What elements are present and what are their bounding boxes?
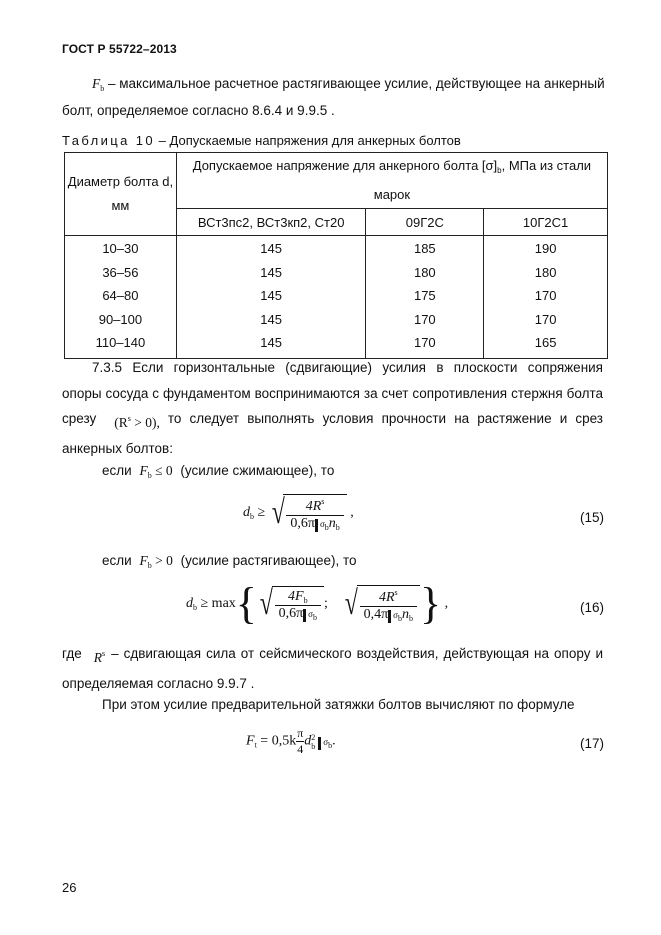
right-brace-icon: }: [420, 579, 442, 628]
table-cell: 165: [534, 335, 557, 350]
p735-line-3: [62, 406, 603, 436]
case2-math-sub: b: [147, 561, 152, 570]
where-text-1: – сдвигающая сила от сейсмического воздействия, действующая на опору и: [111, 646, 603, 661]
eq15-den-sigma: σ: [319, 519, 325, 529]
table-cell: 36–56: [102, 264, 139, 280]
eq16-radicand-2: [357, 585, 420, 623]
eq15-denominator: [286, 516, 343, 532]
table-cell: 64–80: [102, 288, 139, 303]
eq16-tail: ,: [441, 596, 449, 612]
eq15-fraction: [286, 497, 343, 532]
col-diameter-header-line2: мм: [111, 198, 130, 213]
table-header-row: [65, 153, 608, 209]
case2-prefix: если: [102, 553, 132, 568]
equation-17-number: (17): [579, 736, 604, 751]
equation-16: [186, 579, 449, 628]
case2-math-rel: > 0: [151, 553, 173, 568]
case1-math-rel: ≤ 0: [151, 463, 173, 478]
sqrt-icon: √: [271, 494, 285, 531]
equation-15: [243, 494, 354, 532]
equation-17: [246, 726, 336, 757]
group-header: [176, 153, 607, 209]
intro-text-1: – максимальное расчетное растягивающее усилие, действующее на анкерный: [104, 76, 605, 91]
p735-line-1: 7.3.5 Если горизонтальные (сдвигающие) усилия в плоскости сопряжения: [92, 360, 603, 375]
eq16-num2-sup: s: [394, 588, 398, 597]
math-r-sup: s: [127, 414, 131, 423]
eq17-d-scripts: [311, 733, 315, 751]
table-cell: 170: [534, 311, 557, 327]
eq16-sep: ;: [324, 596, 328, 612]
eq16-fraction-1: [275, 589, 321, 622]
sqrt-icon: √: [344, 585, 358, 622]
math-r: (R: [114, 415, 128, 430]
table-caption-text: Допускаемые напряжения для анкерных болтов: [169, 133, 461, 148]
equation-16-number: (16): [579, 600, 604, 615]
table-cell: 170: [413, 311, 436, 327]
eq16-den2-sub: b: [398, 614, 403, 623]
eq17-pi: π: [297, 726, 304, 740]
table-cell: 190: [534, 241, 557, 256]
eq17-d-sup: 2: [311, 732, 316, 742]
eq16-sigma-2: [388, 610, 402, 623]
table-caption-prefix: Таблица 10: [62, 133, 156, 148]
page-number: 26: [62, 880, 77, 895]
table-cell: 180: [534, 264, 557, 280]
group-header-sub: b: [497, 166, 502, 175]
eq16-den1-sigma: σ: [308, 609, 314, 619]
case1-math: [139, 463, 172, 478]
table-cell: 145: [260, 311, 282, 327]
case1-suffix: (усилие сжимающее), то: [180, 463, 335, 478]
eq15-den-a: 0,6π: [290, 516, 315, 531]
eq16-den2-n: n: [402, 607, 410, 622]
eq15-lhs-sub: b: [250, 512, 254, 522]
case2-math-f: F: [139, 553, 148, 568]
table-cell: 170: [413, 335, 436, 350]
eq15-radicand: [283, 494, 346, 532]
eq17-rel: = 0,5k: [256, 733, 297, 749]
allowable-stress-table: [64, 152, 608, 359]
table-cell: 145: [260, 288, 282, 303]
eq15-rel: ≥: [254, 505, 269, 521]
eq16-numerator-2: [360, 588, 417, 607]
eq16-lhs: d: [186, 596, 193, 612]
table-cell: 90–100: [98, 311, 143, 327]
intro-line-1: [92, 76, 605, 93]
where-line-2: определяемая согласно 9.9.7 .: [62, 676, 255, 691]
eq16-num2: 4R: [378, 590, 395, 605]
group-header-part3: марок: [373, 187, 411, 202]
left-brace-icon: {: [235, 579, 257, 628]
eq16-den1-sub: b: [313, 613, 318, 622]
case-compressive: [102, 463, 334, 480]
eq16-radicand-1: [272, 586, 324, 622]
p735-line-4: анкерных болтов:: [62, 440, 173, 456]
table-cell: 110–140: [95, 335, 146, 350]
table-cell: 170: [534, 288, 557, 303]
eq15-den-sub: b: [324, 523, 329, 532]
subheader-steel-3: 10Г2С1: [484, 209, 608, 236]
col-diameter-header-line1: Диаметр болта d,: [67, 174, 174, 189]
eq17-sigma: [318, 737, 332, 750]
table-cell: 145: [260, 264, 282, 280]
table-caption-dash: –: [155, 133, 170, 148]
case2-math: [139, 553, 172, 568]
group-header-part2: , МПа из стали: [501, 158, 592, 173]
case1-math-f: F: [139, 463, 148, 478]
p735-line-3-b: то следует выполнять условия прочности на растяжение и срез: [167, 411, 603, 426]
table-cell: 145: [260, 335, 282, 350]
eq16-rel: ≥ max: [197, 596, 236, 612]
document-header: ГОСТ Р 55722–2013: [62, 42, 177, 56]
eq16-denominator-1: [275, 606, 321, 622]
eq17-lhs: F: [246, 733, 255, 749]
table-body-row: [65, 236, 608, 359]
where-prefix: где: [62, 646, 82, 661]
eq16-den2-a: 0,4π: [363, 607, 389, 622]
paragraph-7-3-5: [62, 355, 603, 461]
eq17-lhs-sub: t: [254, 740, 257, 750]
intro-symbol-sub: b: [100, 84, 105, 93]
eq16-num1-sub: b: [303, 596, 308, 605]
intro-line-2: болт, определяемое согласно 8.6.4 и 9.9.5 .: [62, 103, 335, 118]
group-header-part1: Допускаемое напряжение для анкерного болта [σ]: [192, 158, 498, 173]
table-cell: 10–30: [102, 241, 139, 256]
p735-line-2: опоры сосуда с фундаментом воспринимаются за счет сопротивления стержня болта: [62, 385, 603, 401]
case1-prefix: если: [102, 463, 132, 478]
equation-15-number: (15): [579, 510, 604, 525]
where-paragraph: [62, 641, 603, 697]
table-cell: 185: [413, 241, 436, 256]
table-caption: [62, 133, 461, 148]
eq16-den2-sigma: σ: [393, 610, 399, 620]
eq16-lhs-sub: b: [193, 603, 197, 613]
eq15-sigma: [315, 519, 329, 532]
table-cell: 180: [413, 264, 436, 280]
case-tensile: [102, 553, 357, 570]
eq16-fraction-2: [360, 588, 417, 623]
where-math: [94, 641, 105, 671]
col-steel-3-values: [484, 236, 608, 359]
eq17-d: d: [304, 733, 312, 749]
math-r-rel: > 0),: [130, 415, 160, 430]
table-cell: 175: [413, 288, 436, 303]
p735-line-3-a: срезу: [62, 411, 97, 426]
eq15-num: 4R: [305, 499, 322, 514]
eq16-numerator-1: [275, 589, 321, 606]
eq16-num1: 4F: [288, 589, 304, 604]
col-steel-2-values: [366, 236, 484, 359]
eq17-four: 4: [297, 742, 304, 756]
eq16-sigma-1: [303, 609, 317, 622]
where-line-1: [62, 641, 603, 671]
case1-math-sub: b: [147, 471, 152, 480]
sqrt-icon: √: [259, 585, 273, 622]
col-diameter-values: [65, 236, 177, 359]
eq15-numerator: [286, 497, 343, 516]
eq17-sigma-sym: σ: [323, 736, 329, 747]
eq17-d-sub: b: [311, 741, 316, 751]
eq17-sigma-sub: b: [328, 740, 333, 750]
subheader-steel-1: ВСт3пс2, ВСт3кп2, Ст20: [176, 209, 366, 236]
eq16-den1-a: 0,6π: [278, 606, 304, 621]
eq15-tail: ,: [346, 505, 354, 521]
intro-symbol: F: [92, 76, 101, 91]
eq15-den-n: n: [328, 516, 336, 531]
case2-suffix: (усилие растягивающее), то: [180, 553, 357, 568]
p735-line-3-math: [114, 406, 160, 436]
table-cell: 145: [260, 241, 282, 256]
where-math-sup: s: [101, 649, 106, 658]
eq15-lhs: d: [243, 505, 250, 521]
eq16-denominator-2: [360, 607, 417, 623]
col-diameter-header: [65, 153, 177, 236]
eq16-den2-n-sub: b: [409, 614, 414, 623]
pretension-text: При этом усилие предварительной затяжки болтов вычисляют по формуле: [102, 697, 575, 712]
eq17-tail: .: [332, 733, 336, 749]
eq15-num-sup: s: [321, 497, 325, 506]
where-math-r: R: [93, 650, 102, 665]
subheader-steel-2: 09Г2С: [366, 209, 484, 236]
col-steel-1-values: [176, 236, 366, 359]
eq15-den-n-sub: b: [335, 523, 340, 532]
